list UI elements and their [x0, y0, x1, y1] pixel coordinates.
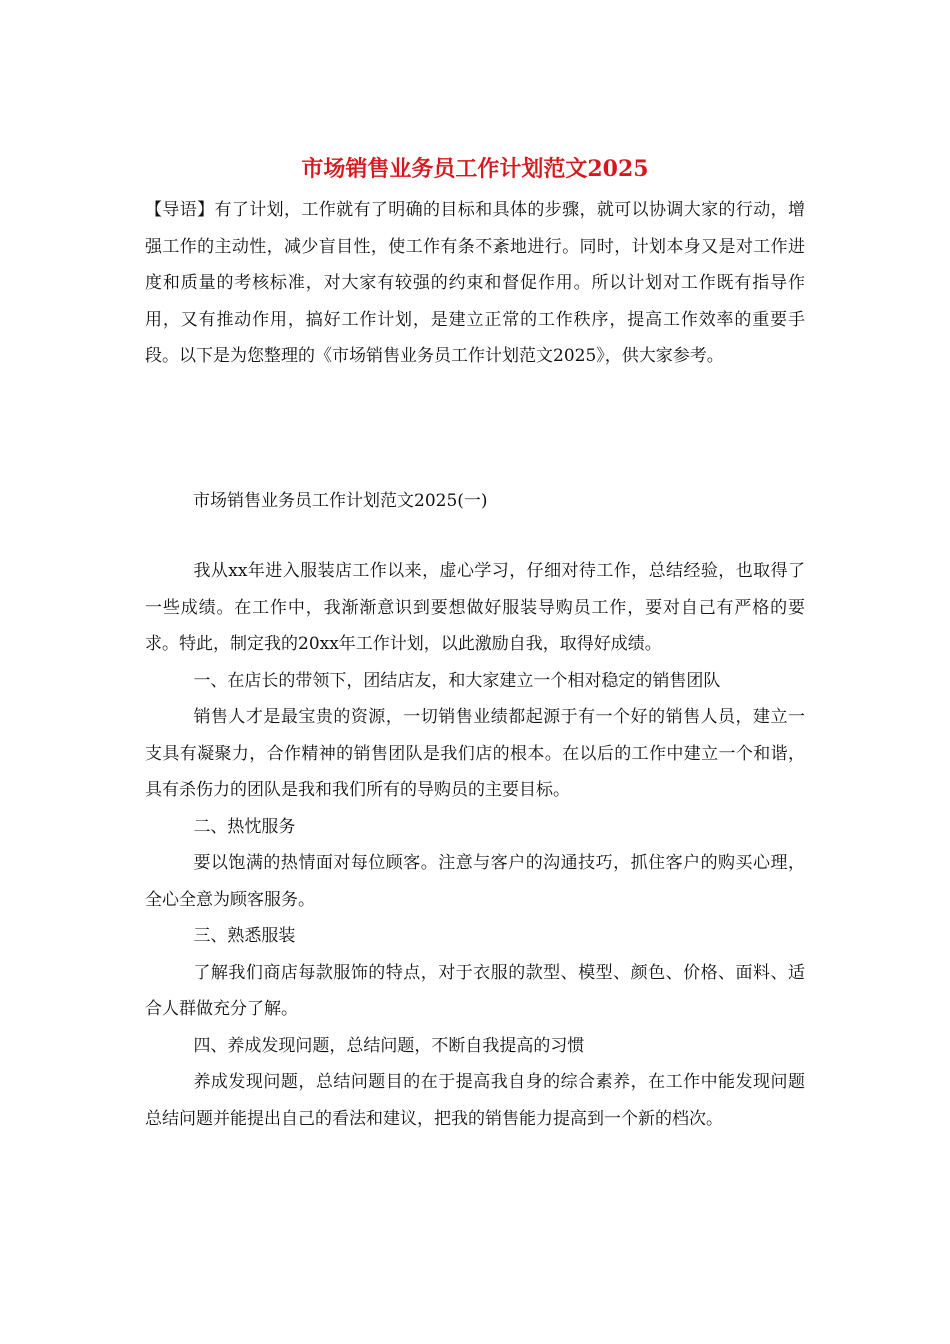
paragraph-service: 要以饱满的热情面对每位顾客。注意与客户的沟通技巧，抓住客户的购买心理，全心全意为顾客服务。: [145, 853, 805, 910]
lead-paragraph: 【导语】有了计划，工作就有了明确的目标和具体的步骤，就可以协调大家的行动，增强工作的主动性，减少盲目性，使工作有条不紊地进行。同时，计划本身又是对工作进度和质量的考核标准，对大家有较强的约束和督促作用。所以计划对工作既有指导作用，又有推动作用，搞好工作计划，是建立正常的工作秩序，提高工作效率的重要手段。以下是为您整理的《市场销售业务员工作计划范文2025》，供大家参考。: [145, 200, 805, 366]
paragraph-clothing: 了解我们商店每款服饰的特点，对于衣服的款型、模型、颜色、价格、面料、适合人群做充分了解。: [145, 962, 805, 1019]
heading-team: 一、在店长的带领下，团结店友，和大家建立一个相对稳定的销售团队: [193, 670, 721, 691]
paragraph-team: 销售人才是最宝贵的资源，一切销售业绩都起源于有一个好的销售人员，建立一支具有凝聚力，合作精神的销售团队是我们店的根本。在以后的工作中建立一个和谐，具有杀伤力的团队是我和我们所有的导购员的主要目标。: [145, 707, 805, 800]
document-title: 市场销售业务员工作计划范文2025: [301, 156, 649, 182]
paragraph-intro: 我从xx年进入服装店工作以来，虚心学习，仔细对待工作，总结经验，也取得了一些成绩。在工作中，我渐渐意识到要想做好服装导购员工作，要对自己有严格的要求。特此，制定我的20xx年工作计划，以此激励自我，取得好成绩。: [145, 561, 805, 654]
heading-habits: 四、养成发现问题，总结问题，不断自我提高的习惯: [193, 1035, 585, 1056]
paragraph-habits: 养成发现问题，总结问题目的在于提高我自身的综合素养，在工作中能发现问题总结问题并能提出自己的看法和建议，把我的销售能力提高到一个新的档次。: [145, 1072, 805, 1129]
heading-service: 二、热忱服务: [193, 816, 296, 837]
section-subtitle: 市场销售业务员工作计划范文2025(一): [193, 491, 488, 511]
heading-clothing: 三、熟悉服装: [193, 926, 296, 946]
body-text: [145, 553, 805, 1137]
